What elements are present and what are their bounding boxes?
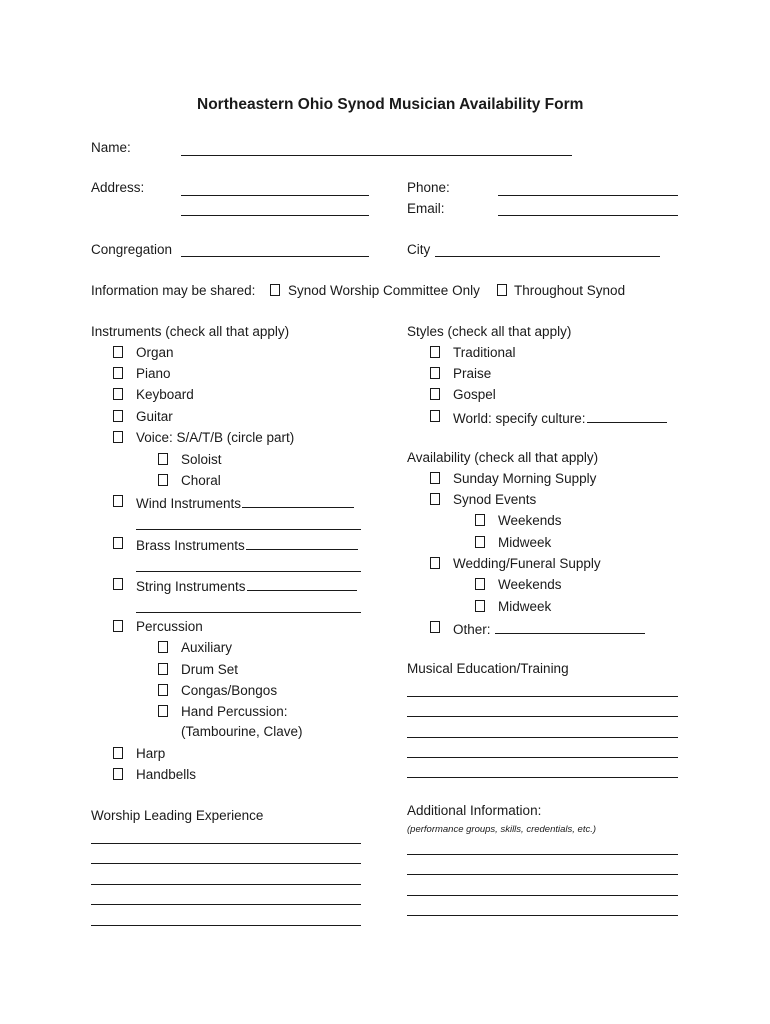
worship-line-2[interactable] bbox=[91, 863, 361, 864]
availability-heading: Availability (check all that apply) bbox=[407, 450, 599, 465]
guitar-label: Guitar bbox=[136, 409, 173, 424]
praise-label: Praise bbox=[453, 366, 492, 381]
wind-label: Wind Instruments bbox=[136, 496, 242, 511]
harp-label: Harp bbox=[136, 746, 166, 761]
city-label: City bbox=[407, 242, 431, 257]
styles-heading: Styles (check all that apply) bbox=[407, 324, 572, 339]
soloist-checkbox[interactable] bbox=[158, 453, 168, 465]
guitar-checkbox[interactable] bbox=[113, 410, 123, 422]
other-label: Other: bbox=[453, 622, 491, 637]
brass-label: Brass Instruments bbox=[136, 538, 245, 553]
traditional-checkbox[interactable] bbox=[430, 346, 440, 358]
education-line-1[interactable] bbox=[407, 696, 678, 697]
worship-line-3[interactable] bbox=[91, 884, 361, 885]
brass-field[interactable] bbox=[246, 536, 358, 550]
sunday-label: Sunday Morning Supply bbox=[453, 471, 597, 486]
choral-label: Choral bbox=[181, 473, 221, 488]
wedding-midweek-label: Midweek bbox=[498, 599, 552, 614]
education-line-3[interactable] bbox=[407, 737, 678, 738]
other-entry bbox=[453, 620, 645, 638]
voice-label: Voice: S/A/T/B (circle part) bbox=[136, 430, 295, 445]
email-label: Email: bbox=[407, 201, 445, 216]
sharing-committee-checkbox[interactable] bbox=[270, 284, 280, 296]
keyboard-checkbox[interactable] bbox=[113, 388, 123, 400]
form-title: Northeastern Ohio Synod Musician Availability Form bbox=[197, 96, 584, 113]
email-field[interactable] bbox=[498, 215, 678, 216]
address-label: Address: bbox=[91, 180, 145, 195]
drum-set-checkbox[interactable] bbox=[158, 663, 168, 675]
praise-checkbox[interactable] bbox=[430, 367, 440, 379]
handbells-label: Handbells bbox=[136, 767, 197, 782]
synod-midweek-checkbox[interactable] bbox=[475, 536, 485, 548]
city-field[interactable] bbox=[435, 256, 660, 257]
sunday-checkbox[interactable] bbox=[430, 472, 440, 484]
wedding-weekends-label: Weekends bbox=[498, 577, 562, 592]
additional-line-3[interactable] bbox=[407, 895, 678, 896]
string-field[interactable] bbox=[247, 577, 357, 591]
instruments-heading: Instruments (check all that apply) bbox=[91, 324, 290, 339]
additional-line-1[interactable] bbox=[407, 854, 678, 855]
world-field[interactable] bbox=[587, 409, 667, 423]
sharing-committee-label: Synod Worship Committee Only bbox=[288, 283, 480, 298]
wedding-checkbox[interactable] bbox=[430, 557, 440, 569]
brass-checkbox[interactable] bbox=[113, 537, 123, 549]
other-checkbox[interactable] bbox=[430, 621, 440, 633]
other-field[interactable] bbox=[495, 620, 645, 634]
hand-percussion-label: Hand Percussion: bbox=[181, 704, 288, 719]
hand-percussion-checkbox[interactable] bbox=[158, 705, 168, 717]
congregation-field[interactable] bbox=[181, 256, 369, 257]
string-field-2[interactable] bbox=[136, 612, 361, 613]
hand-percussion-note: (Tambourine, Clave) bbox=[181, 724, 303, 739]
sharing-label: Information may be shared: bbox=[91, 283, 256, 298]
education-line-5[interactable] bbox=[407, 777, 678, 778]
string-checkbox[interactable] bbox=[113, 578, 123, 590]
organ-checkbox[interactable] bbox=[113, 346, 123, 358]
brass-field-2[interactable] bbox=[136, 571, 361, 572]
auxiliary-label: Auxiliary bbox=[181, 640, 233, 655]
brass-entry bbox=[136, 536, 358, 554]
education-heading: Musical Education/Training bbox=[407, 661, 569, 676]
worship-line-4[interactable] bbox=[91, 904, 361, 905]
education-line-2[interactable] bbox=[407, 716, 678, 717]
wind-checkbox[interactable] bbox=[113, 495, 123, 507]
synod-events-checkbox[interactable] bbox=[430, 493, 440, 505]
string-entry bbox=[136, 577, 357, 595]
synod-events-label: Synod Events bbox=[453, 492, 537, 507]
gospel-checkbox[interactable] bbox=[430, 388, 440, 400]
world-checkbox[interactable] bbox=[430, 410, 440, 422]
percussion-checkbox[interactable] bbox=[113, 620, 123, 632]
keyboard-label: Keyboard bbox=[136, 387, 194, 402]
address-field-1[interactable] bbox=[181, 195, 369, 196]
synod-weekends-label: Weekends bbox=[498, 513, 562, 528]
world-entry bbox=[453, 409, 667, 427]
wind-entry bbox=[136, 494, 354, 512]
congas-checkbox[interactable] bbox=[158, 684, 168, 696]
string-label: String Instruments bbox=[136, 579, 246, 594]
worship-line-5[interactable] bbox=[91, 925, 361, 926]
additional-line-2[interactable] bbox=[407, 874, 678, 875]
sharing-synod-label: Throughout Synod bbox=[514, 283, 626, 298]
address-field-2[interactable] bbox=[181, 215, 369, 216]
congas-label: Congas/Bongos bbox=[181, 683, 278, 698]
sharing-synod-checkbox[interactable] bbox=[497, 284, 507, 296]
handbells-checkbox[interactable] bbox=[113, 768, 123, 780]
wedding-midweek-checkbox[interactable] bbox=[475, 600, 485, 612]
percussion-label: Percussion bbox=[136, 619, 203, 634]
wedding-weekends-checkbox[interactable] bbox=[475, 578, 485, 590]
traditional-label: Traditional bbox=[453, 345, 516, 360]
organ-label: Organ bbox=[136, 345, 174, 360]
congregation-label: Congregation bbox=[91, 242, 173, 257]
wind-field-2[interactable] bbox=[136, 529, 361, 530]
name-field[interactable] bbox=[181, 155, 572, 156]
piano-label: Piano bbox=[136, 366, 171, 381]
additional-line-4[interactable] bbox=[407, 915, 678, 916]
worship-heading: Worship Leading Experience bbox=[91, 808, 264, 823]
gospel-label: Gospel bbox=[453, 387, 496, 402]
soloist-label: Soloist bbox=[181, 452, 222, 467]
additional-heading: Additional Information: bbox=[407, 803, 542, 818]
world-label: World: specify culture: bbox=[453, 411, 586, 426]
wedding-label: Wedding/Funeral Supply bbox=[453, 556, 601, 571]
auxiliary-checkbox[interactable] bbox=[158, 641, 168, 653]
voice-checkbox[interactable] bbox=[113, 431, 123, 443]
harp-checkbox[interactable] bbox=[113, 747, 123, 759]
wind-field[interactable] bbox=[242, 494, 354, 508]
drum-set-label: Drum Set bbox=[181, 662, 239, 677]
name-label: Name: bbox=[91, 140, 131, 155]
piano-checkbox[interactable] bbox=[113, 367, 123, 379]
phone-field[interactable] bbox=[498, 195, 678, 196]
phone-label: Phone: bbox=[407, 180, 450, 195]
synod-midweek-label: Midweek bbox=[498, 535, 552, 550]
choral-checkbox[interactable] bbox=[158, 474, 168, 486]
additional-note: (performance groups, skills, credentials, etc.) bbox=[407, 824, 597, 835]
worship-line-1[interactable] bbox=[91, 843, 361, 844]
synod-weekends-checkbox[interactable] bbox=[475, 514, 485, 526]
education-line-4[interactable] bbox=[407, 757, 678, 758]
